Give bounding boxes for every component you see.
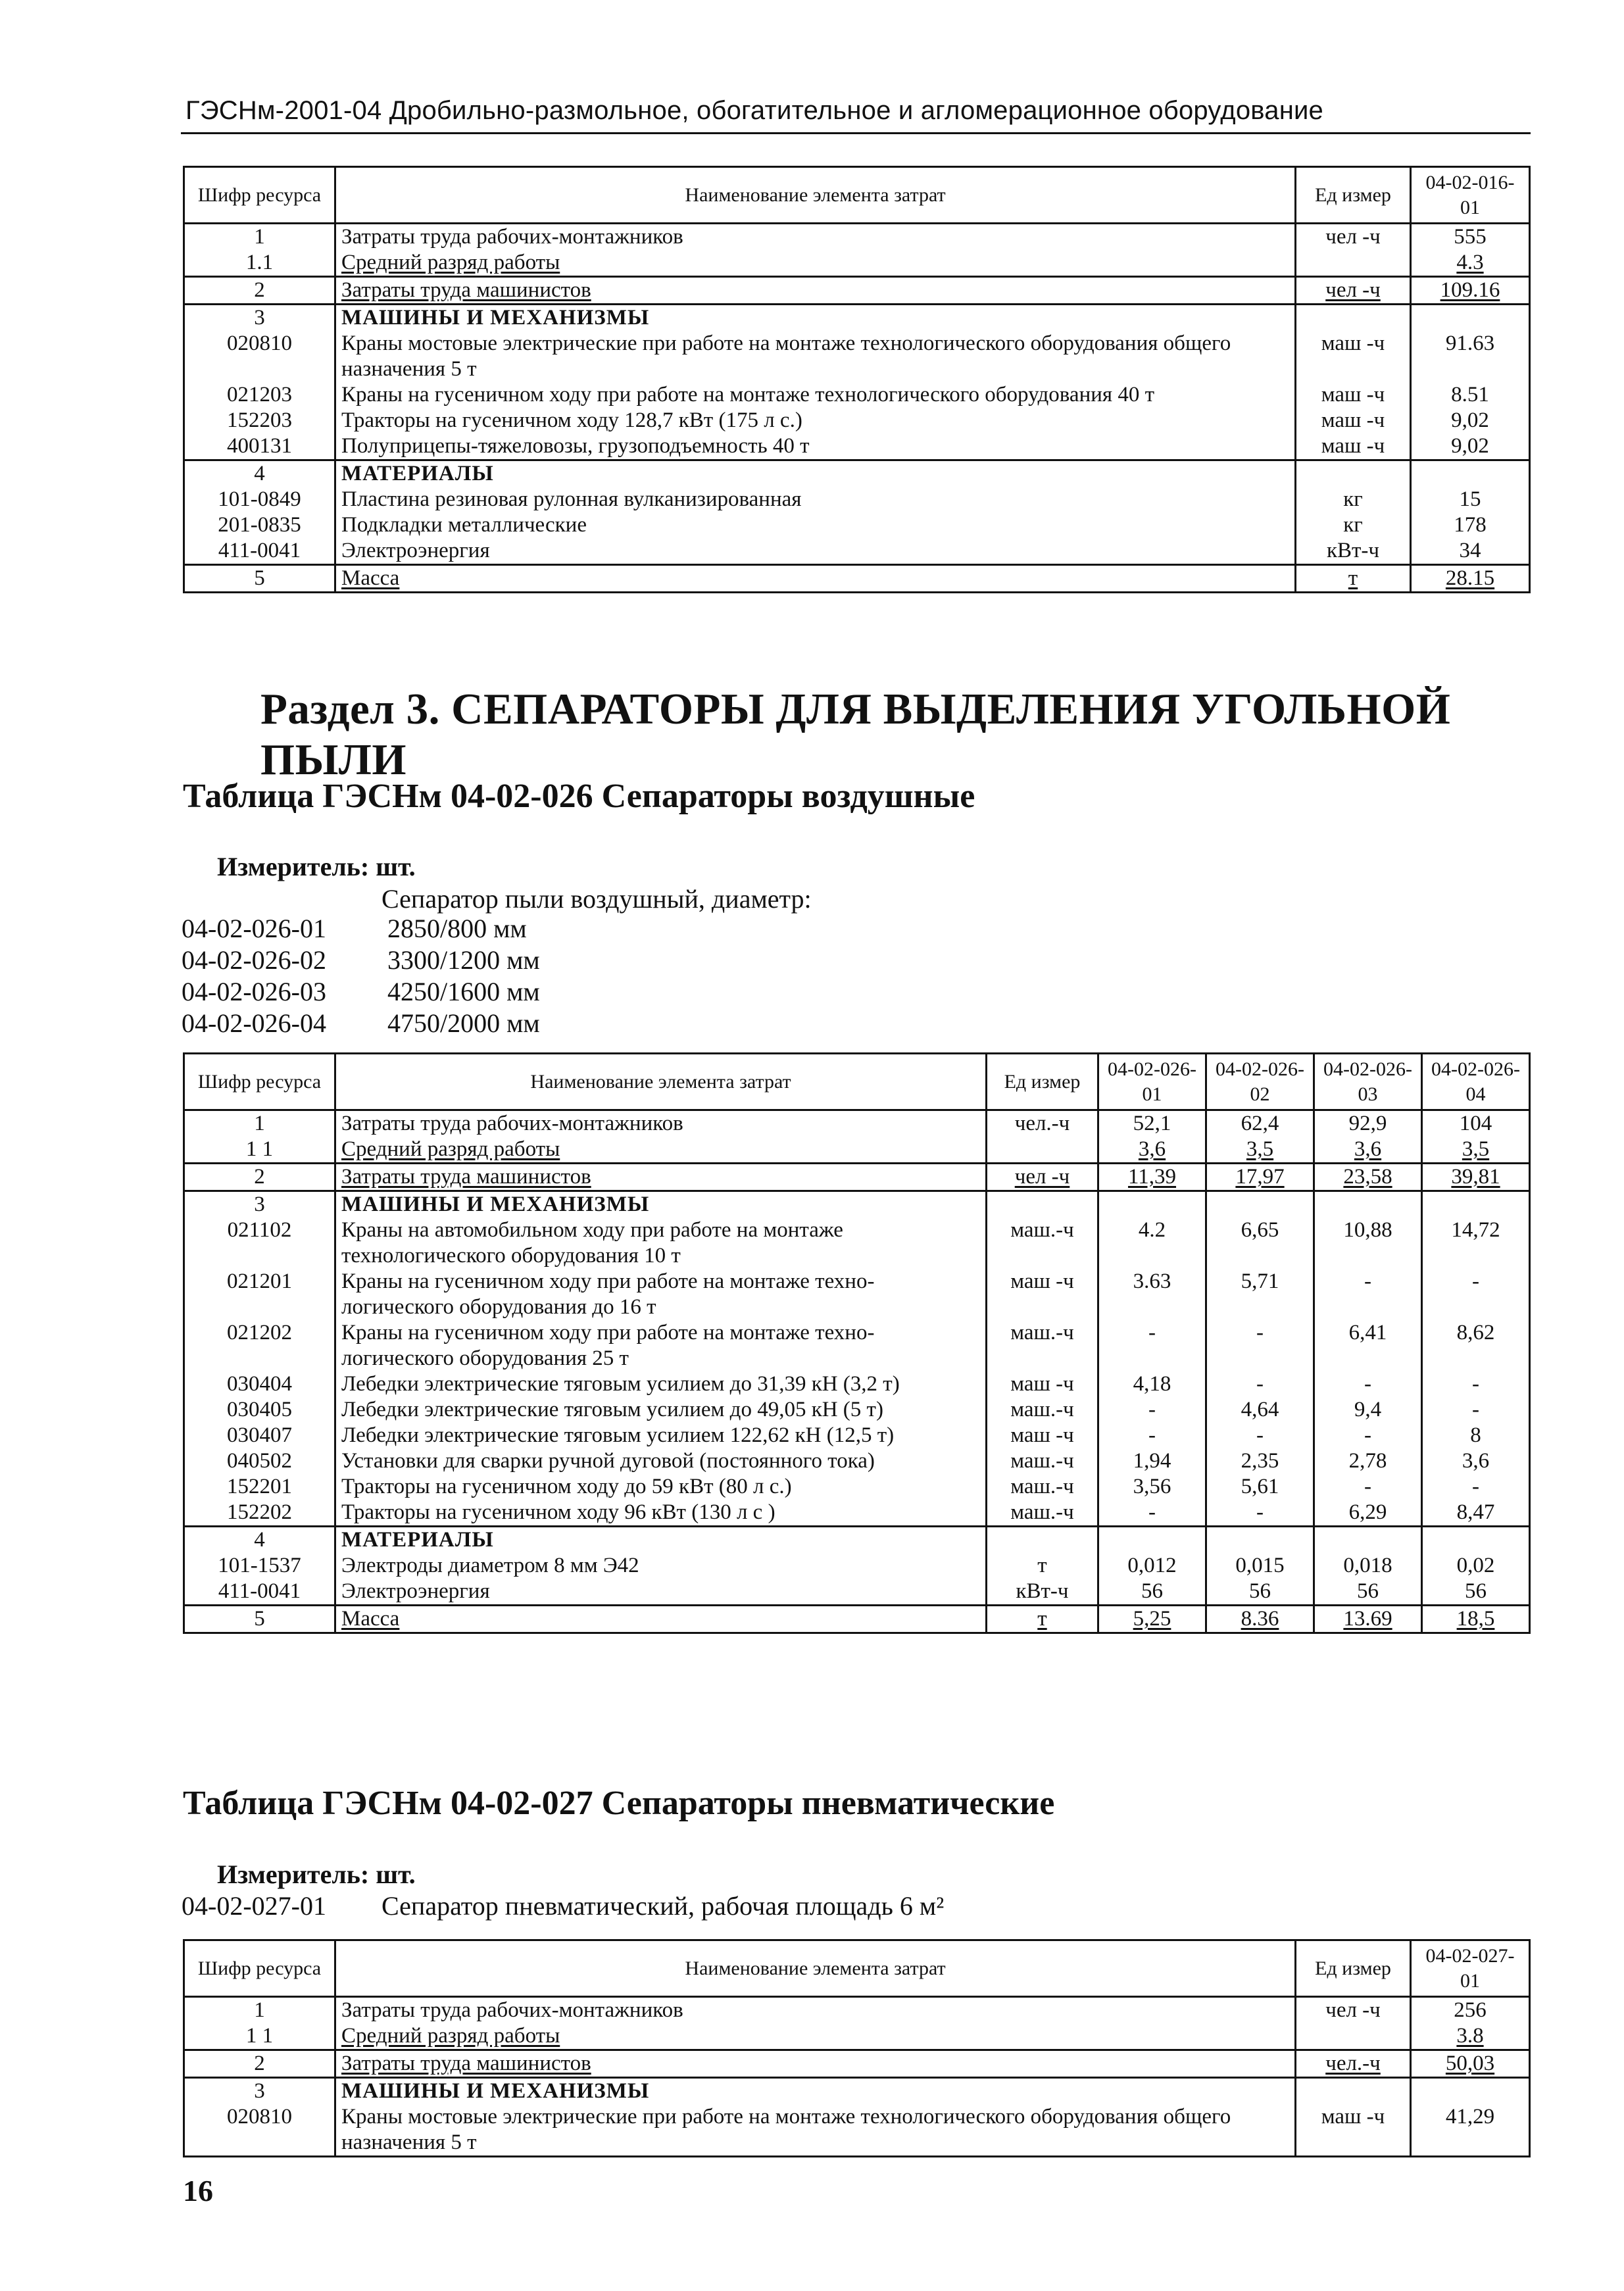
table-row	[184, 1448, 1530, 1474]
unit: маш.-ч	[987, 1218, 1098, 1269]
norm-value: 52,1	[1098, 1110, 1206, 1137]
norm-code: 04-02-026-04	[182, 1008, 326, 1038]
unit: т	[1296, 565, 1411, 593]
unit: маш.-ч	[987, 1500, 1098, 1527]
header-rule	[181, 132, 1531, 134]
table-row	[184, 487, 1530, 512]
table-row	[184, 512, 1530, 538]
table-row	[184, 1606, 1530, 1633]
unit	[1296, 460, 1411, 487]
norm-value: 9,02	[1411, 408, 1530, 433]
table-row	[184, 1371, 1530, 1397]
resource-code: 201-0835	[184, 512, 335, 538]
resource-code: 020810	[184, 2104, 335, 2157]
table-row	[184, 408, 1530, 433]
norm-value: 8.51	[1411, 382, 1530, 408]
unit: маш -ч	[1296, 408, 1411, 433]
col-header-unit: Ед измер	[987, 1054, 1098, 1110]
code-entry	[182, 1008, 540, 1039]
unit: маш -ч	[987, 1423, 1098, 1448]
norm-value: 555	[1411, 224, 1530, 251]
table-row	[184, 1137, 1530, 1164]
unit	[1296, 305, 1411, 332]
table-row	[184, 2078, 1530, 2105]
norm-value: 17,97	[1206, 1164, 1314, 1191]
norm-value: 3,56	[1098, 1474, 1206, 1500]
norm-value	[1314, 1191, 1422, 1218]
norm-value: 5,61	[1206, 1474, 1314, 1500]
norm-value	[1411, 305, 1530, 332]
norm-value	[1098, 1191, 1206, 1218]
norm-value: -	[1422, 1474, 1530, 1500]
col-header-name: Наименование элемента затрат	[335, 167, 1296, 224]
unit: маш -ч	[1296, 2104, 1411, 2157]
resource-table-016	[183, 166, 1531, 593]
unit	[1296, 250, 1411, 277]
norm-value: 8,47	[1422, 1500, 1530, 1527]
resource-name: Тракторы на гусеничном ходу до 59 кВт (80 л с.)	[335, 1474, 987, 1500]
resource-name: Краны мостовые электрические при работе на монтаже технологического оборудования общего назначения 5 т	[335, 2104, 1296, 2157]
resource-name: Краны на гусеничном ходу при работе на монтаже техно-логического оборудования до 16 т	[335, 1269, 987, 1320]
unit: кг	[1296, 512, 1411, 538]
unit: чел -ч	[1296, 277, 1411, 305]
norm-value: 56	[1422, 1579, 1530, 1606]
norm-value	[1206, 1191, 1314, 1218]
resource-code: 030407	[184, 1423, 335, 1448]
norm-value	[1422, 1527, 1530, 1554]
resource-name: Масса	[335, 1606, 987, 1633]
resource-code: 3	[184, 2078, 335, 2105]
resource-code: 1	[184, 1110, 335, 1137]
resource-code: 021202	[184, 1320, 335, 1371]
col-header-norm: 04-02-016-01	[1411, 167, 1530, 224]
section-title: Раздел 3. СЕПАРАТОРЫ ДЛЯ ВЫДЕЛЕНИЯ УГОЛЬНОЙ ПЫЛИ	[260, 685, 1451, 784]
norm-value: 4.2	[1098, 1218, 1206, 1269]
norm-value: 56	[1098, 1579, 1206, 1606]
table-row	[184, 1579, 1530, 1606]
norm-value: 6,41	[1314, 1320, 1422, 1371]
resource-name: Установки для сварки ручной дуговой (постоянного тока)	[335, 1448, 987, 1474]
table-row	[184, 1553, 1530, 1579]
norm-value: 39,81	[1422, 1164, 1530, 1191]
resource-name: МАШИНЫ И МЕХАНИЗМЫ	[335, 305, 1296, 332]
norm-value: -	[1314, 1269, 1422, 1320]
table-row	[184, 1423, 1530, 1448]
norm-value: -	[1422, 1397, 1530, 1423]
page-number: 16	[183, 2174, 213, 2207]
norm-value: 3.8	[1411, 2023, 1530, 2050]
col-header-norm: 04-02-026-02	[1206, 1054, 1314, 1110]
resource-name: Электроды диаметром 8 мм Э42	[335, 1553, 987, 1579]
measure-027: Измеритель: шт.	[217, 1860, 416, 1889]
table-row	[184, 1320, 1530, 1371]
resource-code: 021201	[184, 1269, 335, 1320]
resource-code: 2	[184, 2050, 335, 2078]
resource-code: 101-0849	[184, 487, 335, 512]
unit: т	[987, 1606, 1098, 1633]
table-title-026: Таблица ГЭСНм 04-02-026 Сепараторы воздушные	[183, 777, 975, 815]
norm-value: 3,5	[1206, 1137, 1314, 1164]
norm-value: 9,4	[1314, 1397, 1422, 1423]
col-header-norm: 04-02-026-01	[1098, 1054, 1206, 1110]
resource-name: МАШИНЫ И МЕХАНИЗМЫ	[335, 1191, 987, 1218]
norm-value: -	[1098, 1423, 1206, 1448]
norm-value: 56	[1314, 1579, 1422, 1606]
unit: маш -ч	[987, 1371, 1098, 1397]
table-row	[184, 2023, 1530, 2050]
resource-code: 1	[184, 224, 335, 251]
unit: чел.-ч	[987, 1110, 1098, 1137]
resource-code: 101-1537	[184, 1553, 335, 1579]
resource-code: 040502	[184, 1448, 335, 1474]
table-row	[184, 331, 1530, 382]
table-row	[184, 1474, 1530, 1500]
norm-value: 6,65	[1206, 1218, 1314, 1269]
norm-value: 91.63	[1411, 331, 1530, 382]
table-row	[184, 433, 1530, 460]
code-entry	[182, 976, 540, 1008]
code-entry	[182, 913, 540, 945]
norm-value: 0,018	[1314, 1553, 1422, 1579]
unit: чел.-ч	[1296, 2050, 1411, 2078]
resource-name: Лебедки электрические тяговым усилием 122,62 кН (12,5 т)	[335, 1423, 987, 1448]
norm-value: 50,03	[1411, 2050, 1530, 2078]
norm-code: 04-02-026-03	[182, 977, 326, 1006]
unit: маш.-ч	[987, 1397, 1098, 1423]
col-header-name: Наименование элемента затрат	[335, 1054, 987, 1110]
resource-name: Затраты труда рабочих-монтажников	[335, 1997, 1296, 2024]
norm-value	[1206, 1527, 1314, 1554]
resource-name: МАШИНЫ И МЕХАНИЗМЫ	[335, 2078, 1296, 2105]
resource-name: Краны на автомобильном ходу при работе на монтаже технологического оборудования 10 т	[335, 1218, 987, 1269]
norm-description: 4750/2000 мм	[387, 1008, 540, 1038]
unit: чел -ч	[1296, 1997, 1411, 2024]
table-row	[184, 224, 1530, 251]
resource-code: 2	[184, 1164, 335, 1191]
unit	[1296, 2078, 1411, 2105]
running-header: ГЭСНм-2001-04 Дробильно-размольное, обогатительное и агломерационное оборудование	[185, 96, 1323, 125]
code-entry	[182, 945, 540, 976]
resource-name: Масса	[335, 565, 1296, 593]
norm-value: 3.63	[1098, 1269, 1206, 1320]
norm-value: 62,4	[1206, 1110, 1314, 1137]
norm-value: 9,02	[1411, 433, 1530, 460]
unit: маш -ч	[987, 1269, 1098, 1320]
norm-value: 256	[1411, 1997, 1530, 2024]
table-row	[184, 382, 1530, 408]
norm-value: 2,35	[1206, 1448, 1314, 1474]
norm-value: 18,5	[1422, 1606, 1530, 1633]
unit	[987, 1527, 1098, 1554]
col-header-code: Шифр ресурса	[184, 1054, 335, 1110]
col-header-unit: Ед измер	[1296, 167, 1411, 224]
resource-code: 152201	[184, 1474, 335, 1500]
col-header-norm: 04-02-026-03	[1314, 1054, 1422, 1110]
resource-name: Полуприцепы-тяжеловозы, грузоподъемность 40 т	[335, 433, 1296, 460]
norm-value: 178	[1411, 512, 1530, 538]
norm-value: 4,64	[1206, 1397, 1314, 1423]
resource-code: 5	[184, 1606, 335, 1633]
unit: маш.-ч	[987, 1474, 1098, 1500]
norm-value: 5,71	[1206, 1269, 1314, 1320]
resource-name: Лебедки электрические тяговым усилием до 31,39 кН (3,2 т)	[335, 1371, 987, 1397]
norm-value: 8	[1422, 1423, 1530, 1448]
col-header-norm: 04-02-026-04	[1422, 1054, 1530, 1110]
unit: кВт-ч	[1296, 538, 1411, 565]
resource-name: Лебедки электрические тяговым усилием до 49,05 кН (5 т)	[335, 1397, 987, 1423]
resource-name: Средний разряд работы	[335, 1137, 987, 1164]
norm-value: 92,9	[1314, 1110, 1422, 1137]
code-list-027	[182, 1890, 944, 1921]
table-row	[184, 2104, 1530, 2157]
col-header-unit: Ед измер	[1296, 1940, 1411, 1997]
unit: кВт-ч	[987, 1579, 1098, 1606]
norm-value: 109.16	[1411, 277, 1530, 305]
table-row	[184, 1218, 1530, 1269]
code-list-026	[182, 913, 540, 1039]
unit: т	[987, 1553, 1098, 1579]
resource-code: 152202	[184, 1500, 335, 1527]
table-row	[184, 538, 1530, 565]
resource-name: Тракторы на гусеничном ходу 96 кВт (130 л с )	[335, 1500, 987, 1527]
resource-code: 3	[184, 1191, 335, 1218]
norm-value	[1411, 2078, 1530, 2105]
norm-value: 3,6	[1422, 1448, 1530, 1474]
table-title-027: Таблица ГЭСНм 04-02-027 Сепараторы пневматические	[183, 1785, 1055, 1822]
unit: маш -ч	[1296, 331, 1411, 382]
norm-value: -	[1206, 1320, 1314, 1371]
norm-value: 5,25	[1098, 1606, 1206, 1633]
resource-code: 021203	[184, 382, 335, 408]
table-row	[184, 277, 1530, 305]
norm-code: 04-02-027-01	[182, 1891, 326, 1921]
norm-value	[1098, 1527, 1206, 1554]
norm-value: 14,72	[1422, 1218, 1530, 1269]
resource-name: Тракторы на гусеничном ходу 128,7 кВт (175 л с.)	[335, 408, 1296, 433]
norm-value: -	[1314, 1371, 1422, 1397]
resource-code: 020810	[184, 331, 335, 382]
norm-value: 34	[1411, 538, 1530, 565]
norm-value: 104	[1422, 1110, 1530, 1137]
resource-code: 021102	[184, 1218, 335, 1269]
norm-value: 3,6	[1098, 1137, 1206, 1164]
norm-code: 04-02-026-01	[182, 914, 326, 943]
col-header-name: Наименование элемента затрат	[335, 1940, 1296, 1997]
norm-value: 2,78	[1314, 1448, 1422, 1474]
norm-value	[1411, 460, 1530, 487]
resource-name: Затраты труда рабочих-монтажников	[335, 1110, 987, 1137]
norm-code: 04-02-026-02	[182, 945, 326, 975]
norm-value: -	[1098, 1500, 1206, 1527]
norm-value: -	[1098, 1397, 1206, 1423]
resource-code: 030404	[184, 1371, 335, 1397]
col-header-code: Шифр ресурса	[184, 167, 335, 224]
norm-value	[1314, 1527, 1422, 1554]
measure-026: Измеритель: шт.	[217, 852, 416, 881]
norm-value: 0,012	[1098, 1553, 1206, 1579]
resource-name: Электроэнергия	[335, 538, 1296, 565]
unit: маш.-ч	[987, 1448, 1098, 1474]
norm-value: -	[1098, 1320, 1206, 1371]
resource-code: 3	[184, 305, 335, 332]
table-row	[184, 460, 1530, 487]
norm-value: 1,94	[1098, 1448, 1206, 1474]
table-row	[184, 1269, 1530, 1320]
col-header-code: Шифр ресурса	[184, 1940, 335, 1997]
unit: маш -ч	[1296, 382, 1411, 408]
table-row	[184, 565, 1530, 593]
resource-code: 1 1	[184, 2023, 335, 2050]
resource-name: Затраты труда машинистов	[335, 1164, 987, 1191]
unit: маш -ч	[1296, 433, 1411, 460]
resource-code: 400131	[184, 433, 335, 460]
norm-value: -	[1314, 1423, 1422, 1448]
resource-table-026	[183, 1052, 1531, 1634]
norm-value: 41,29	[1411, 2104, 1530, 2157]
table-row	[184, 1527, 1530, 1554]
resource-code: 411-0041	[184, 1579, 335, 1606]
description-026: Сепаратор пыли воздушный, диаметр:	[381, 884, 812, 914]
norm-value: 8,62	[1422, 1320, 1530, 1371]
norm-value: 0,02	[1422, 1553, 1530, 1579]
resource-code: 1 1	[184, 1137, 335, 1164]
resource-code: 1.1	[184, 250, 335, 277]
resource-code: 411-0041	[184, 538, 335, 565]
table-row	[184, 1110, 1530, 1137]
norm-value	[1422, 1191, 1530, 1218]
unit	[1296, 2023, 1411, 2050]
norm-value: -	[1422, 1371, 1530, 1397]
resource-name: Затраты труда машинистов	[335, 277, 1296, 305]
unit	[987, 1137, 1098, 1164]
table-row	[184, 305, 1530, 332]
norm-value: 15	[1411, 487, 1530, 512]
norm-value: 10,88	[1314, 1218, 1422, 1269]
norm-value: -	[1206, 1371, 1314, 1397]
resource-code: 152203	[184, 408, 335, 433]
resource-name: Средний разряд работы	[335, 250, 1296, 277]
norm-value: 28.15	[1411, 565, 1530, 593]
norm-value: -	[1206, 1500, 1314, 1527]
unit: кг	[1296, 487, 1411, 512]
resource-name: Затраты труда рабочих-монтажников	[335, 224, 1296, 251]
resource-code: 2	[184, 277, 335, 305]
norm-value: 23,58	[1314, 1164, 1422, 1191]
norm-value: 3,6	[1314, 1137, 1422, 1164]
norm-value: 6,29	[1314, 1500, 1422, 1527]
norm-value: 56	[1206, 1579, 1314, 1606]
unit	[987, 1191, 1098, 1218]
norm-value: -	[1314, 1474, 1422, 1500]
norm-value: 13.69	[1314, 1606, 1422, 1633]
norm-value: 8.36	[1206, 1606, 1314, 1633]
table-row	[184, 250, 1530, 277]
resource-code: 1	[184, 1997, 335, 2024]
norm-value: 11,39	[1098, 1164, 1206, 1191]
resource-name: Подкладки металлические	[335, 512, 1296, 538]
table-row	[184, 1997, 1530, 2024]
resource-name: Пластина резиновая рулонная вулканизированная	[335, 487, 1296, 512]
norm-description: 3300/1200 мм	[387, 945, 540, 975]
norm-description: 4250/1600 мм	[387, 977, 540, 1006]
resource-name: МАТЕРИАЛЫ	[335, 1527, 987, 1554]
table-row	[184, 2050, 1530, 2078]
resource-table-027	[183, 1939, 1531, 2157]
norm-value: -	[1206, 1423, 1314, 1448]
norm-value: 0,015	[1206, 1553, 1314, 1579]
table-row	[184, 1397, 1530, 1423]
resource-code: 030405	[184, 1397, 335, 1423]
norm-description: 2850/800 мм	[387, 914, 527, 943]
norm-value: 4.3	[1411, 250, 1530, 277]
norm-value: -	[1422, 1269, 1530, 1320]
table-row	[184, 1164, 1530, 1191]
resource-name: МАТЕРИАЛЫ	[335, 460, 1296, 487]
table-row	[184, 1500, 1530, 1527]
resource-code: 4	[184, 460, 335, 487]
col-header-norm: 04-02-027-01	[1411, 1940, 1530, 1997]
resource-name: Средний разряд работы	[335, 2023, 1296, 2050]
resource-code: 5	[184, 565, 335, 593]
unit: чел -ч	[1296, 224, 1411, 251]
resource-code: 4	[184, 1527, 335, 1554]
norm-value: 4,18	[1098, 1371, 1206, 1397]
unit: маш.-ч	[987, 1320, 1098, 1371]
unit: чел -ч	[987, 1164, 1098, 1191]
norm-value: 3,5	[1422, 1137, 1530, 1164]
resource-name: Краны мостовые электрические при работе на монтаже технологического оборудования общего назначения 5 т	[335, 331, 1296, 382]
resource-name: Краны на гусеничном ходу при работе на монтаже технологического оборудования 40 т	[335, 382, 1296, 408]
resource-name: Электроэнергия	[335, 1579, 987, 1606]
resource-name: Затраты труда машинистов	[335, 2050, 1296, 2078]
resource-name: Краны на гусеничном ходу при работе на монтаже техно-логического оборудования 25 т	[335, 1320, 987, 1371]
table-row	[184, 1191, 1530, 1218]
norm-description: Сепаратор пневматический, рабочая площадь 6 м²	[381, 1891, 945, 1921]
